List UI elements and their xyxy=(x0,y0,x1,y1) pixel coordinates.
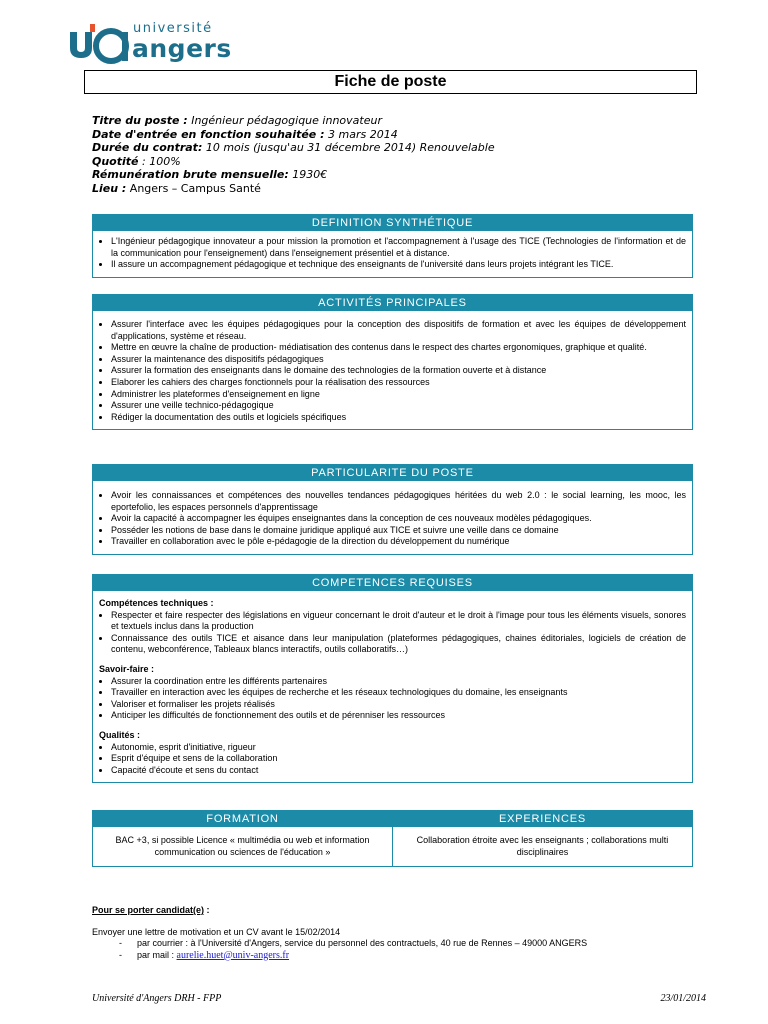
ua-monogram-icon xyxy=(66,24,130,64)
formation-text: BAC +3, si possible Licence « multimédia ou web et information communication ou sciences de l'éducation » xyxy=(115,835,370,857)
list-item: • Administrer les plateformes d'enseignement en ligne xyxy=(111,389,686,401)
list-item: • Elaborer les cahiers des charges fonctionnels pour la réalisation des ressources xyxy=(111,377,686,389)
formation-experiences-table xyxy=(92,810,693,867)
list-item: • Connaissance des outils TICE et aisance dans leur manipulation (plateformes pédagogiques, chaines éditoriales, logiciels de création de contenu, webconférence, Tableaux blancs interactifs, outils collaboratifs…) xyxy=(111,633,686,656)
list-item: • Autonomie, esprit d'initiative, rigueur xyxy=(111,742,686,754)
info-salary: Rémunération brute mensuelle: 1930€ xyxy=(92,168,328,181)
apply-courrier: - par courrier : à l'Université d'Angers, service du personnel des contractuels, 40 rue de Rennes – 49000 ANGERS xyxy=(119,938,588,949)
logo-university-text: université xyxy=(133,21,213,36)
section-activites-header: ACTIVITÉS PRINCIPALES xyxy=(93,295,692,311)
list-item: • Posséder les notions de base dans le domaine juridique appliqué aux TICE et suivre une veille dans ce domaine xyxy=(111,525,686,537)
formation-column xyxy=(93,811,392,866)
list-item: • Valoriser et formaliser les projets réalisés xyxy=(111,699,686,711)
apply-mail: - par mail : aurelie.huet@univ-angers.fr xyxy=(119,949,290,961)
list-item: • Esprit d'équipe et sens de la collaboration xyxy=(111,753,686,765)
apply-intro: Envoyer une lettre de motivation et un CV avant le 15/02/2014 xyxy=(92,926,341,937)
section-definition-header: DEFINITION SYNTHÉTIQUE xyxy=(93,215,692,231)
list-item: • Travailler en interaction avec les équipes de recherche et les réseaux technologiques du domaine, les enseignants xyxy=(111,687,686,699)
formation-header: FORMATION xyxy=(93,811,392,827)
list-item: • Mettre en œuvre la chaîne de production- médiatisation des contenus dans le respect des chartes ergonomiques, graphique et qualité. xyxy=(111,342,686,354)
savoir-faire-label: Savoir-faire : xyxy=(99,663,155,674)
footer-date: 23/01/2014 xyxy=(660,993,706,1004)
logo-angers-text: angers xyxy=(132,34,232,63)
section-definition xyxy=(92,214,693,278)
info-location: Lieu : Angers – Campus Santé xyxy=(92,181,261,195)
list-item: • Assurer la maintenance des dispositifs pédagogiques xyxy=(111,354,686,366)
list-item: • L'Ingénieur pédagogique innovateur a pour mission la promotion et l'accompagnement à l'usage des TICE (Technologies de l'information et de la communication pour l'enseignement) dans l'enseignement présentiel et à distance. xyxy=(111,236,686,259)
list-item: • Il assure un accompagnement pédagogique et technique des enseignants de l'université dans leurs projets intégrant les TICE. xyxy=(111,259,686,271)
list-item: • Avoir les connaissances et compétences des nouvelles tendances pédagogiques héritées du web 2.0 : le social learning, les mooc, les eportefolio, les espaces personnels d'apprentissage xyxy=(111,490,686,513)
experiences-column xyxy=(392,811,692,866)
page-title: Fiche de poste xyxy=(84,70,697,94)
list-item: • Travailler en collaboration avec le pôle e-pédagogie de la direction du développement du numérique xyxy=(111,536,686,548)
job-info xyxy=(92,114,692,195)
footer-left: Université d'Angers DRH - FPP xyxy=(92,993,222,1004)
competences-techniques-label: Compétences techniques : xyxy=(99,598,214,608)
list-item: • Assurer l'interface avec les équipes pédagogiques pour la conception des dispositifs de formation et avec les équipes de développement d'applications, système et réseau. xyxy=(111,319,686,342)
list-item: • Avoir la capacité à accompagner les équipes enseignantes dans la conception de ces nouveaux modèles pédagogiques. xyxy=(111,513,686,525)
experiences-header: EXPERIENCES xyxy=(393,811,692,827)
experiences-text: Collaboration étroite avec les enseignants ; collaborations multi disciplinaires xyxy=(416,835,669,857)
section-competences xyxy=(92,574,693,783)
apply-heading: Pour se porter candidat(e) : xyxy=(92,905,210,915)
info-contract-duration: Durée du contrat: 10 mois (jusqu'au 31 décembre 2014) Renouvelable xyxy=(92,141,495,154)
list-item: • Anticiper les difficultés de fonctionnement des outils et de pérenniser les ressources xyxy=(111,710,686,722)
info-start-date: Date d'entrée en fonction souhaitée : 3 mars 2014 xyxy=(92,127,398,141)
list-item: • Assurer une veille technico-pédagogique xyxy=(111,400,686,412)
list-item: • Rédiger la documentation des outils et logiciels spécifiques xyxy=(111,412,686,424)
section-particularite xyxy=(92,464,693,555)
list-item: • Capacité d'écoute et sens du contact xyxy=(111,765,686,777)
info-quotite: Quotité : 100% xyxy=(92,154,181,168)
application-section xyxy=(92,905,692,961)
list-item: • Assurer la formation des enseignants dans le domaine des technologies de la formation ouverte et à distance xyxy=(111,365,686,377)
list-item: • Respecter et faire respecter des législations en vigueur concernant le droit d'auteur et le droit à l'image pour tous les éléments visuels, sonores et textuels inclus dans la production xyxy=(111,610,686,633)
qualites-label: Qualités : xyxy=(99,729,141,740)
email-link[interactable]: aurelie.huet@univ-angers.fr xyxy=(176,949,290,961)
section-particularite-header: PARTICULARITE DU POSTE xyxy=(93,465,692,481)
info-job-title: Titre du poste : Ingénieur pédagogique innovateur xyxy=(92,114,382,127)
university-logo xyxy=(66,18,236,68)
section-activites xyxy=(92,294,693,430)
list-item: • Assurer la coordination entre les différents partenaires xyxy=(111,676,686,688)
section-competences-header: COMPETENCES REQUISES xyxy=(93,575,692,591)
